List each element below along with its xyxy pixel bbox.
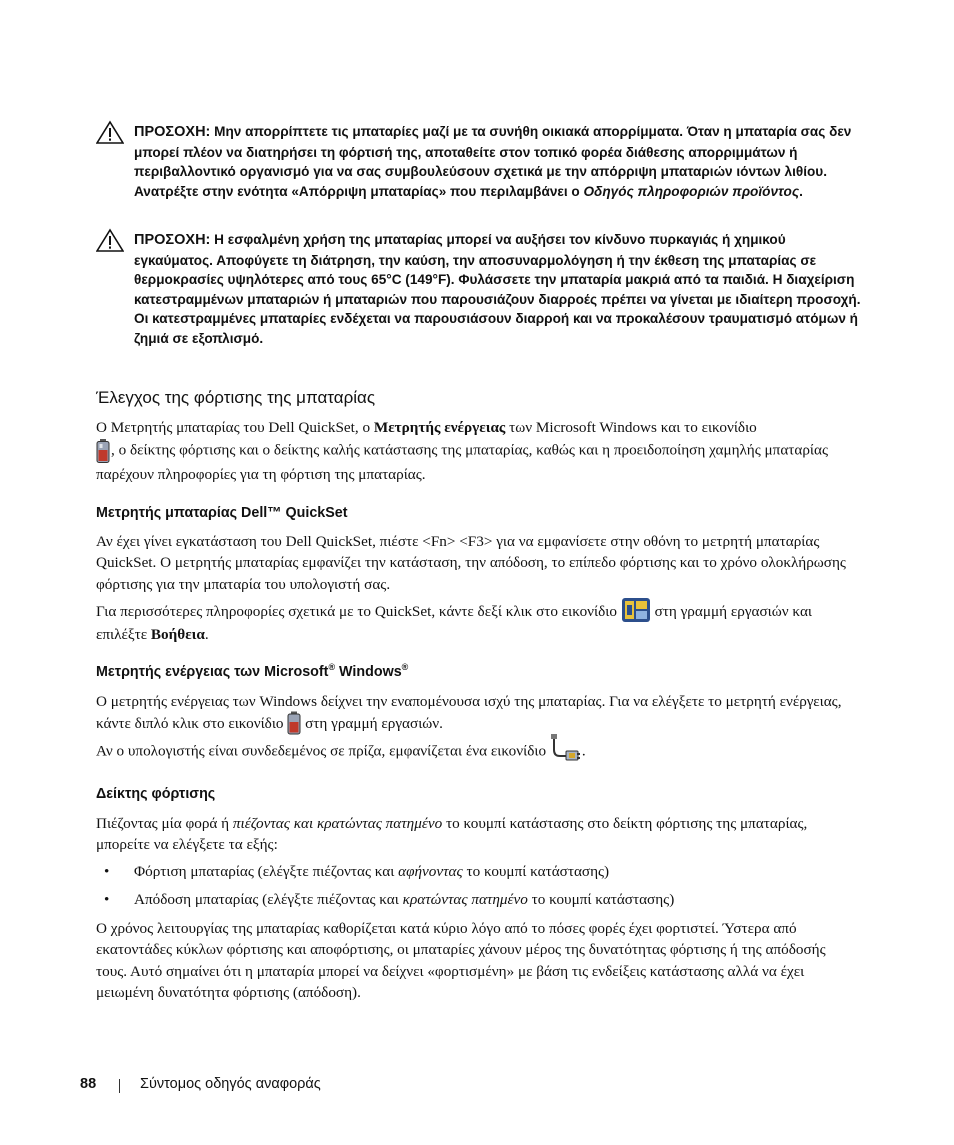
gauge-text: Πιέζοντας μία φορά ή (96, 815, 233, 832)
caution-label: ΠΡΟΣΟΧΗ: (134, 124, 211, 140)
intro-text: Ο Μετρητής μπαταρίας του Dell QuickSet, ο (96, 419, 374, 436)
footer-divider (119, 1079, 120, 1093)
list-item-text: Φόρτιση μπαταρίας (ελέγξτε πιέζοντας και (134, 863, 399, 880)
meter-text: Αν ο υπολογιστής είναι συνδεδεμένος σε πρίζα, εμφανίζεται ένα εικονίδιο (96, 742, 550, 760)
charge-gauge-paragraph-2: Ο χρόνος λειτουργίας της μπαταρίας καθορίζεται κατά κύριο λόγο από τo πόσες φορές έχει φορτιστεί. Ύστερα από εκατοντάδες κύκλων φόρτισης και αποφόρτισης, οι μπαταρίες χάνουν μέρος της δυνατότητας φόρτισης ή της απόδοσής τους. Αυτό σημαίνει ότι η μπαταρία μπορεί να δείχνει «φορτισμένη» με βάση τις ενδείξεις κατάστασης αλλά να έχει μειωμένη δυνατότητα φόρτισης (απόδοση). (96, 920, 826, 1002)
quickset-paragraph-2 (96, 600, 860, 646)
ac-plug-icon (550, 734, 582, 764)
quickset-heading: Μετρητής μπαταρίας Dell™ QuickSet (96, 505, 348, 521)
caution-misuse (96, 230, 861, 349)
gauge-italic: πιέζοντας και κρατώντας πατημένο (232, 815, 443, 832)
charge-gauge-heading: Δείκτης φόρτισης (96, 786, 216, 802)
page-number: 88 (80, 1076, 97, 1092)
meter-text: Ο μετρητής ενέργειας των Windows δείχνει την εναπομένουσα ισχύ της μπαταρίας. Για να ελέγξετε το μετρητή ενέργειας, κάντε διπλό κλικ στο εικονίδιο (96, 693, 842, 732)
power-meter-battery-icon (287, 711, 301, 735)
caution-disposal (96, 122, 861, 201)
help-term: Βοήθεια (150, 626, 205, 643)
heading-text: Μετρητής ενέργειας των Microsoft (96, 664, 329, 680)
list-item-italic: κρατώντας πατημένο (402, 891, 528, 908)
caution-text-end: . (799, 183, 803, 199)
warning-icon (96, 120, 124, 144)
list-item-text: το κουμπί κατάστασης) (462, 863, 610, 880)
meter-text: . (581, 742, 586, 760)
windows-meter-heading (96, 664, 408, 680)
meter-text: στη γραμμή εργασιών. (301, 715, 443, 732)
battery-icon (96, 438, 110, 464)
intro-text: , ο δείκτης φόρτισης και ο δείκτης καλής κατάστασης της μπαταρίας, καθώς και η προειδοποίηση χαμηλής μπαταρίας παρέχουν πληροφορίες για τη φόρτιση της μπαταρίας. (96, 441, 828, 484)
quickset-text: Για περισσότερες πληροφορίες σχετικά με το QuickSet, κάντε δεξί κλικ στο εικονίδιο (96, 603, 621, 620)
bullet-mark: • (104, 863, 110, 880)
registered-mark: ® (328, 662, 336, 672)
caution-italic: Οδηγός πληροφοριών προϊόντος (583, 183, 800, 199)
list-item-italic: αφήνοντας (398, 863, 463, 880)
caution-text: Μην απορρίπτετε τις μπαταρίες μαζί με τα συνήθη οικιακά απορρίμματα. Όταν η μπαταρία σας δεν μπορεί πλέον να διατηρήσει τη φόρτισή της, αποταθείτε στον τοπικό φορέα διάθεσης απορριμμάτων ή περιβαλλοντικό οργανισμό για να σας συμβουλεύσουν σχετικά με την απόρριψη μπαταριών ιόντων λιθίου. Ανατρέξτε στην ενότητα «Απόρριψη μπαταρίας» που περιλαμβάνει ο (134, 124, 852, 199)
footer-title: Σύντομος οδηγός αναφοράς (140, 1076, 321, 1092)
windows-meter-paragraph-1 (96, 691, 860, 735)
list-item (134, 861, 854, 882)
charge-gauge-paragraph-1 (96, 813, 860, 856)
warning-icon (96, 228, 124, 252)
list-item-text: το κουμπί κατάστασης) (527, 891, 675, 908)
list-item-text: Απόδοση μπαταρίας (ελέγξτε πιέζοντας και (134, 891, 403, 908)
section-title: Έλεγχος της φόρτισης της μπαταρίας (96, 388, 376, 407)
intro-paragraph (96, 417, 860, 486)
registered-mark: ® (401, 662, 409, 672)
quickset-icon (621, 597, 651, 623)
heading-text: Windows (335, 664, 402, 680)
caution-label: ΠΡΟΣΟΧΗ: (134, 232, 211, 248)
bullet-mark: • (104, 891, 110, 908)
quickset-text: στη γραμμή εργασιών και επιλέξτε (96, 603, 812, 643)
gauge-text: το κουμπί κατάστασης στο δείκτη φόρτισης της μπαταρίας, μπορείτε να ελέγξετε τα εξής: (96, 815, 808, 854)
windows-meter-paragraph-2 (96, 740, 860, 764)
power-meter-term: Μετρητής ενέργειας (373, 419, 506, 436)
intro-text: των Microsoft Windows και το εικονίδιο (505, 419, 757, 436)
quickset-text: . (204, 626, 209, 643)
quickset-paragraph-1: Αν έχει γίνει εγκατάσταση του Dell QuickSet, πιέστε <Fn> <F3> για να εμφανίσετε στην οθόνη το μετρητή μπαταρίας QuickSet. Ο μετρητής μπαταρίας εμφανίζει την κατάσταση, την απόδοση, το επίπεδο φόρτισης και το χρόνο ολοκλήρωσης φόρτισης για την μπαταρία του υπολογιστή σας. (96, 533, 846, 593)
list-item (134, 889, 854, 910)
caution-text: Η εσφαλμένη χρήση της μπαταρίας μπορεί να αυξήσει τον κίνδυνο πυρκαγιάς ή χημικού εγκαύματος. Αποφύγετε τη διάτρηση, την καύση, την αποσυναρμολόγηση ή την έκθεση της μπαταρίας σε θερμοκρασίες υψηλότερες από τους 65°C (149°F). Φυλάσσετε την μπαταρία μακριά από τα παιδιά. Η διαχείριση κατεστραμμένων μπαταριών ή μπαταριών που παρουσιάζουν διαρροές πρέπει να γίνεται με ιδιαίτερη προσοχή. Οι κατεστραμμένες μπαταρίες ενδέχεται να παρουσιάσουν διαρροή και να προκαλέσουν τραυματισμό ατόμων ή ζημιά σε εξοπλισμό. (134, 232, 861, 346)
page-footer (80, 1076, 321, 1092)
